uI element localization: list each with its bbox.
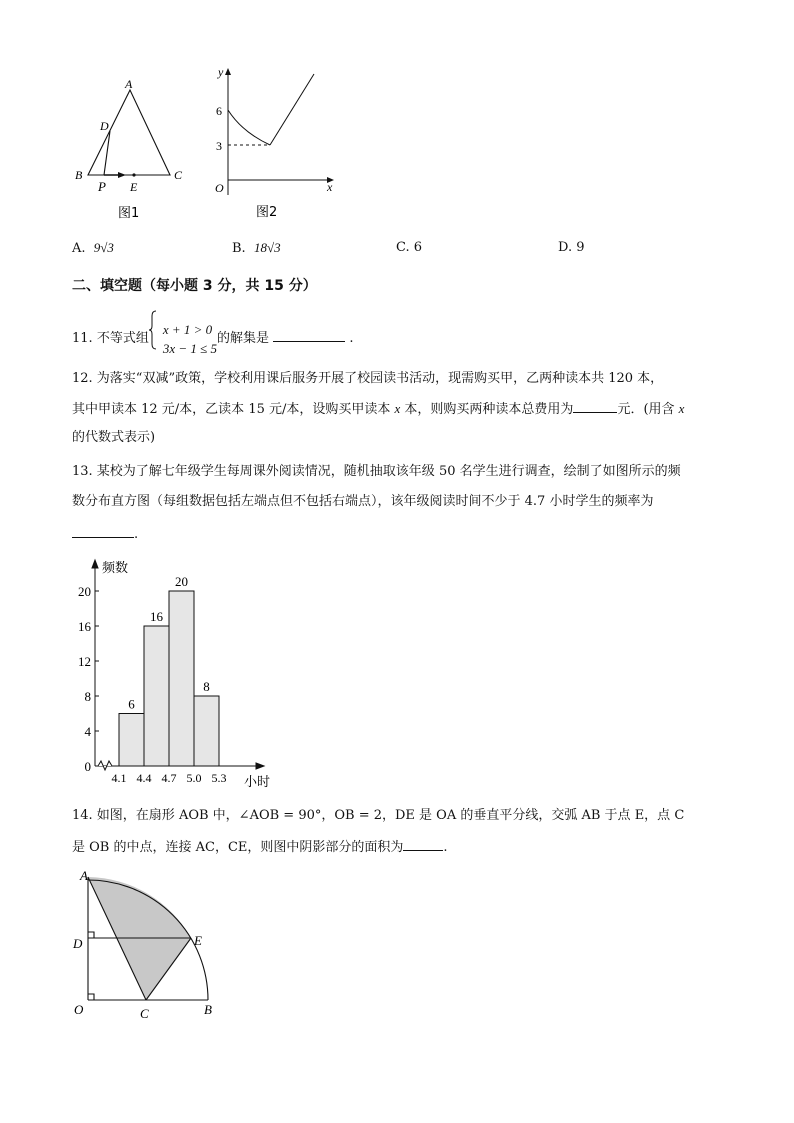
x-axis-title: 小时 [244,775,271,790]
histogram-bar [194,696,219,766]
question-13-line-2: 数分布直方图（每组数据包括左端点但不包括右端点），该年级阅读时间不少于 4.7 小时学生的频率为 [72,494,654,509]
option-b[interactable]: B. 18√3 [232,240,281,256]
histogram-chart [60,555,290,790]
q11-answer-blank[interactable] [273,327,345,342]
q11-prefix: 不等式组 [96,331,149,346]
bar-value-label: 6 [128,696,135,712]
question-11: 11. 不等式组x + 1 > 0 3x − 1 ≤ 5的解集是 . [72,310,353,352]
label-D: D [73,936,83,951]
option-a[interactable]: A. 9√3 [72,240,114,256]
q11-ineq-2: 3x − 1 ≤ 5 [162,340,218,356]
tick-6: 6 [216,104,222,118]
y-axis-title: 频数 [102,561,129,576]
x-axis-label: x [327,180,333,194]
label-E: E [130,180,138,194]
origin-label: O [215,181,224,195]
option-c-value: 6 [413,240,423,255]
option-d-value: 9 [576,240,585,255]
label-E: E [194,933,202,948]
question-12-line-1: 12. 为落实“双减”政策，学校利用课后服务开展了校园读书活动，现需购买甲，乙两种读本共 120 本， [72,371,664,386]
x-axis-arrow [256,763,264,769]
question-12-line-2: 其中甲读本 12 元/本，乙读本 15 元/本，设购买甲读本 x 本，则购买两种读本总费用为 元．(用含 x [72,398,684,420]
y-axis-label: y [218,65,224,79]
label-C: C [140,1006,149,1021]
section-title: 二、填空题（每小题 3 分，共 15 分） [72,278,317,294]
y-tick-label: 12 [78,654,91,669]
label-O: O [74,1002,84,1017]
histogram-bar [169,591,194,766]
bar-value-label: 8 [203,679,210,694]
y-tick-label: 0 [84,759,91,774]
y-tick-label: 20 [78,584,91,599]
q14-answer-blank[interactable] [403,836,443,851]
figure-1-caption: 图1 [118,206,140,221]
label-D: D [100,119,109,133]
label-B: B [204,1002,212,1017]
histogram-bar [119,714,144,767]
option-c[interactable]: C. 6 [396,240,423,255]
option-d[interactable]: D. 9 [558,240,585,255]
q13-answer-blank[interactable] [72,523,134,538]
tick-3: 3 [216,139,222,153]
q12-variable: x [394,401,401,416]
x-tick-label: 4.4 [136,771,152,785]
q12-answer-blank[interactable] [573,398,617,413]
figure-1-triangle [70,75,195,225]
histogram-bar [144,626,169,766]
figure-3-sector [70,868,230,1023]
x-tick-label: 4.7 [161,771,177,785]
x-tick-label: 5.0 [186,771,202,785]
bar-value-label: 20 [175,574,188,589]
option-a-value: 9√3 [93,240,114,255]
label-C: C [174,168,183,182]
q11-ineq-1: x + 1 > 0 [162,321,213,337]
label-P: P [98,179,106,194]
option-b-value: 18√3 [253,240,281,255]
question-13-line-3: . [72,523,138,545]
x-tick-label: 4.1 [111,771,127,785]
q11-number: 11. [72,331,93,346]
brace-icon [149,310,157,350]
y-tick-label: 16 [78,619,91,634]
x-tick-label: 5.3 [211,771,227,785]
bar-value-label: 16 [150,609,163,624]
question-14-line-1: 14. 如图，在扇形 AOB 中，∠AOB = 90°，OB = 2，DE 是 OA 的垂直平分线，交弧 AB 于点 E，点 C [72,808,685,823]
q11-suffix: 的解集是 [217,331,270,346]
question-13-line-1: 13. 某校为了解七年级学生每周课外阅读情况，随机抽取该年级 50 名学生进行调查，绘制了如图所示的频 [72,464,681,479]
question-12-line-3: 的代数式表示) [72,430,156,445]
label-B: B [75,168,83,182]
label-A: A [80,868,88,883]
y-tick-label: 4 [84,724,91,739]
y-axis-arrow [92,560,98,568]
label-A: A [125,77,133,91]
y-tick-label: 8 [84,689,91,704]
question-14-line-2: 是 OB 的中点，连接 AC，CE，则图中阴影部分的面积为 . [72,836,448,858]
figure-2-graph [208,60,343,225]
figure-2-caption: 图2 [256,205,278,220]
